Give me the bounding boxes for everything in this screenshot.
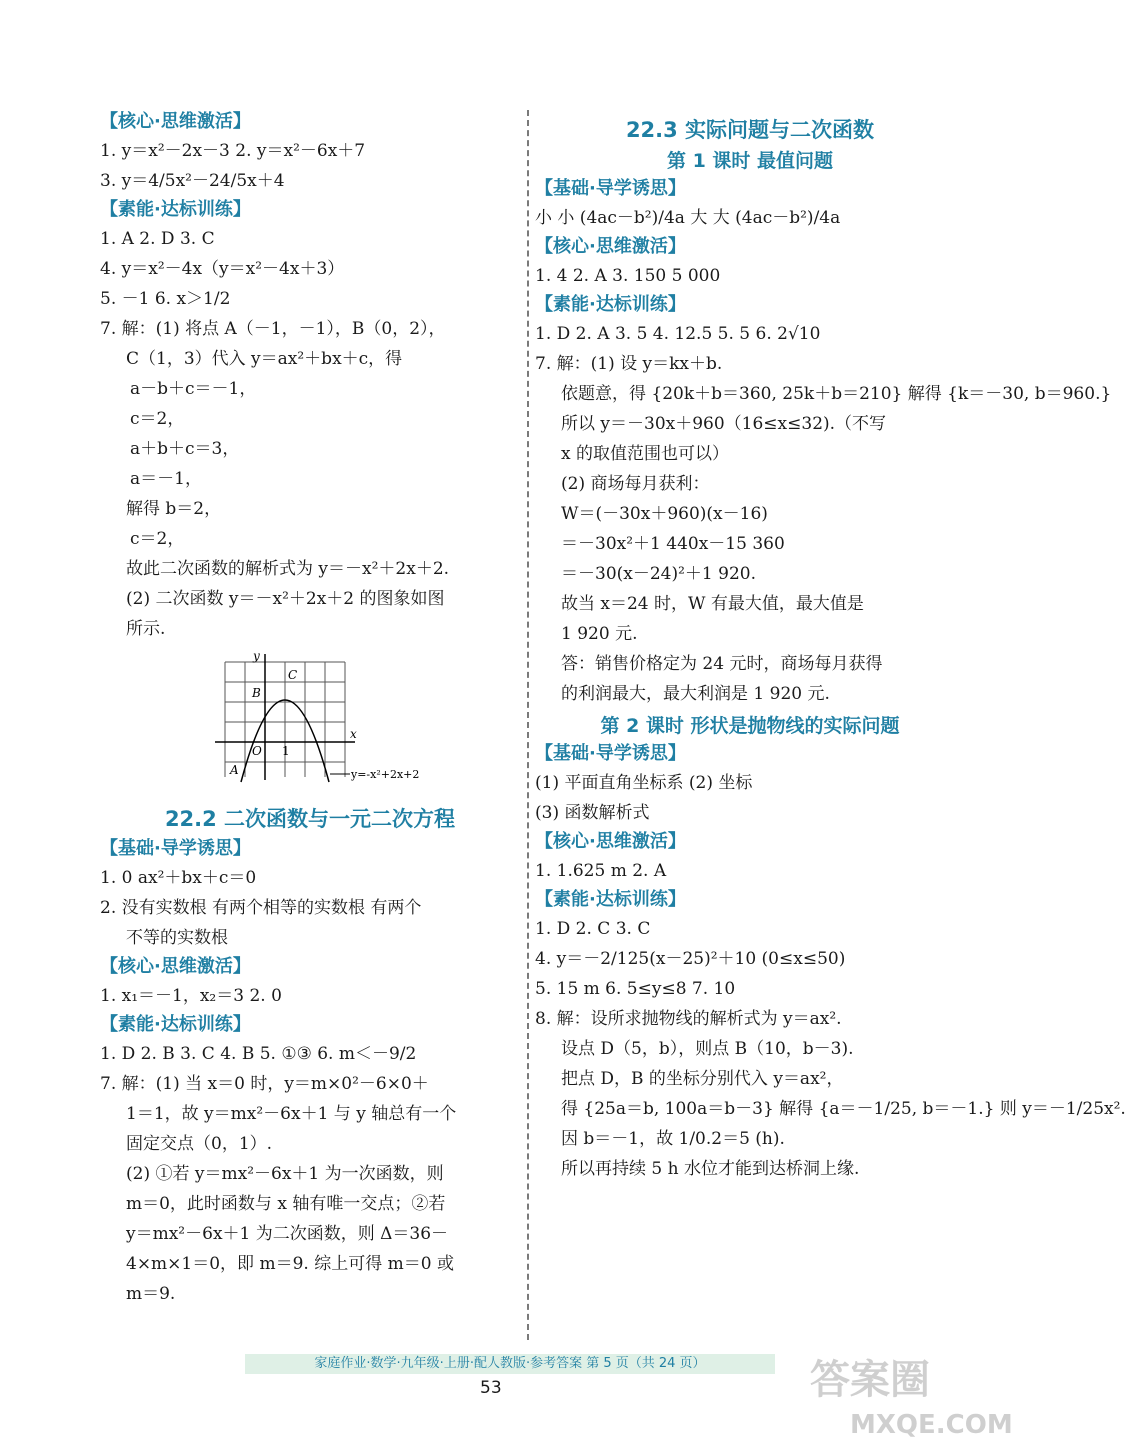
answer-line: ＝－30(x－24)²＋1 920. <box>561 564 757 584</box>
answer-line: 1. D 2. C 3. C <box>535 919 651 939</box>
answer-line: (1) 平面直角坐标系 (2) 坐标 <box>535 773 753 793</box>
answer-line: 7. 解：(1) 将点 A（－1，－1），B（0，2）， <box>100 319 446 339</box>
answer-line: 5. －1 6. x＞1/2 <box>100 289 231 309</box>
section-tag: 【基础·导学诱思】 <box>535 743 686 764</box>
answer-line: C（1，3）代入 y＝ax²＋bx＋c，得 <box>126 349 403 369</box>
answer-line: (2) 二次函数 y＝－x²＋2x＋2 的图象如图 <box>126 589 445 609</box>
answer-line: y＝mx²－6x＋1 为二次函数，则 Δ＝36－ <box>126 1224 449 1244</box>
column-divider <box>527 110 529 1340</box>
point-label-b: B <box>252 686 261 700</box>
answer-line: 1. 1.625 m 2. A <box>535 861 667 881</box>
section-tag: 【核心·思维激活】 <box>535 831 686 852</box>
watermark-logo: 答案圈 <box>810 1357 930 1403</box>
tick-label: 1 <box>282 744 290 758</box>
answer-line: 7. 解：(1) 设 y＝kx＋b. <box>535 354 723 374</box>
answer-line: 1. D 2. A 3. 5 4. 12.5 5. 5 6. 2√10 <box>535 324 821 344</box>
answer-line: 设点 D（5，b），则点 B（10，b－3). <box>561 1039 854 1059</box>
answer-line: a－b＋c＝－1， <box>130 379 257 399</box>
answer-line: 4×m×1＝0，即 m＝9. 综上可得 m＝0 或 <box>126 1254 454 1274</box>
answer-line: W＝(－30x＋960)(x－16) <box>561 504 768 524</box>
answer-line: x 的取值范围也可以） <box>561 444 729 464</box>
answer-line: 把点 D，B 的坐标分别代入 y＝ax²， <box>561 1069 844 1089</box>
curve-label: y=-x²+2x+2 <box>351 768 420 781</box>
answer-line: (2) ①若 y＝mx²－6x＋1 为一次函数，则 <box>126 1164 444 1184</box>
answer-line: 1. y＝x²－2x－3 2. y＝x²－6x＋7 <box>100 141 366 161</box>
page-number: 53 <box>480 1378 502 1398</box>
answer-line: 7. 解：(1) 当 x＝0 时，y＝m×0²－6×0＋ <box>100 1074 429 1094</box>
answer-line: 1. 4 2. A 3. 150 5 000 <box>535 266 721 286</box>
answer-line: m＝0，此时函数与 x 轴有唯一交点；②若 <box>126 1194 446 1214</box>
section-tag: 【素能·达标训练】 <box>100 1014 251 1035</box>
point-label-c: C <box>288 668 298 682</box>
right-column <box>535 108 1126 1184</box>
answer-line: 故此二次函数的解析式为 y＝－x²＋2x＋2. <box>126 559 450 579</box>
footer-banner: 家庭作业·数学·九年级·上册·配人教版·参考答案 第 5 页（共 24 页） <box>245 1354 775 1374</box>
section-tag: 【素能·达标训练】 <box>535 294 686 315</box>
answer-line: 8. 解：设所求抛物线的解析式为 y＝ax². <box>535 1009 842 1029</box>
answer-line: 所以 y＝－30x＋960（16≤x≤32).（不写 <box>561 414 887 434</box>
answer-line: 小 小 (4ac－b²)/4a 大 大 (4ac－b²)/4a <box>535 208 841 228</box>
section-tag: 【基础·导学诱思】 <box>100 838 251 859</box>
answer-line: 1. A 2. D 3. C <box>100 229 215 249</box>
section-heading: 22.2 二次函数与一元二次方程 <box>164 807 456 831</box>
answer-line: 固定交点（0，1）. <box>126 1134 273 1154</box>
lesson-heading: 第 2 课时 形状是抛物线的实际问题 <box>600 715 900 737</box>
section-tag: 【素能·达标训练】 <box>535 889 686 910</box>
answer-line: 1＝1，故 y＝mx²－6x＋1 与 y 轴总有一个 <box>126 1104 457 1124</box>
lesson-heading: 第 1 课时 最值问题 <box>666 150 834 172</box>
answer-line: (3) 函数解析式 <box>535 803 650 823</box>
origin-label: O <box>252 744 262 758</box>
answer-line: a＋b＋c＝3， <box>130 439 240 459</box>
grid <box>225 662 345 777</box>
answer-line: 依题意，得 {20k＋b＝360, 25k＋b＝210} 解得 {k＝－30, b＝960.} <box>561 384 1112 404</box>
answer-line: 答：销售价格定为 24 元时，商场每月获得 <box>561 654 883 674</box>
answer-line: m＝9. <box>126 1284 176 1304</box>
answer-line: 得 {25a＝b, 100a＝b－3} 解得 {a＝－1/25, b＝－1.} 则 y＝－1/25x². <box>561 1099 1126 1119</box>
answer-line: 解得 b＝2， <box>126 499 222 519</box>
answer-line: 所示. <box>126 619 166 639</box>
answer-line: 所以再持续 5 h 水位才能到达桥洞上缘. <box>561 1159 860 1179</box>
answer-line: (2) 商场每月获利： <box>561 474 710 494</box>
answer-line: ＝－30x²＋1 440x－15 360 <box>561 534 785 554</box>
watermark-url: MXQE.COM <box>850 1410 1013 1440</box>
answer-line: 1. 0 ax²＋bx＋c＝0 <box>100 868 257 888</box>
answer-line: 3. y＝4/5x²－24/5x＋4 <box>100 171 285 191</box>
answer-line: c＝2， <box>130 529 185 549</box>
section-tag: 【核心·思维激活】 <box>535 236 686 257</box>
answer-line: 因 b＝－1，故 1/0.2＝5 (h). <box>561 1129 785 1149</box>
answer-line: 不等的实数根 <box>126 928 228 948</box>
answer-line: a＝－1， <box>130 469 202 489</box>
section-tag: 【基础·导学诱思】 <box>535 178 686 199</box>
answer-line: 2. 没有实数根 有两个相等的实数根 有两个 <box>100 898 422 918</box>
section-tag: 【核心·思维激活】 <box>100 956 251 977</box>
answer-line: 4. y＝x²－4x（y＝x²－4x＋3） <box>100 259 345 279</box>
answer-line: 1. x₁＝－1，x₂＝3 2. 0 <box>100 986 282 1006</box>
answer-line: 的利润最大，最大利润是 1 920 元. <box>561 684 830 704</box>
section-tag: 【素能·达标训练】 <box>100 199 251 220</box>
answer-line: 5. 15 m 6. 5≤y≤8 7. 10 <box>535 979 736 999</box>
answer-line: c＝2， <box>130 409 185 429</box>
answer-line: 1 920 元. <box>561 624 638 644</box>
section-tag: 【核心·思维激活】 <box>100 111 251 132</box>
answer-line: 4. y＝－2/125(x－25)²＋10 (0≤x≤50) <box>535 949 846 969</box>
left-column <box>100 108 520 1309</box>
section-heading: 22.3 实际问题与二次函数 <box>625 118 875 142</box>
answer-line: 故当 x＝24 时，W 有最大值，最大值是 <box>561 594 864 614</box>
x-axis-label: x <box>350 727 357 741</box>
point-label-a: A <box>230 763 239 777</box>
answer-line: 1. D 2. B 3. C 4. B 5. ①③ 6. m＜－9/2 <box>100 1044 417 1064</box>
y-axis-label: y <box>253 649 260 663</box>
parabola-graph <box>210 649 470 787</box>
